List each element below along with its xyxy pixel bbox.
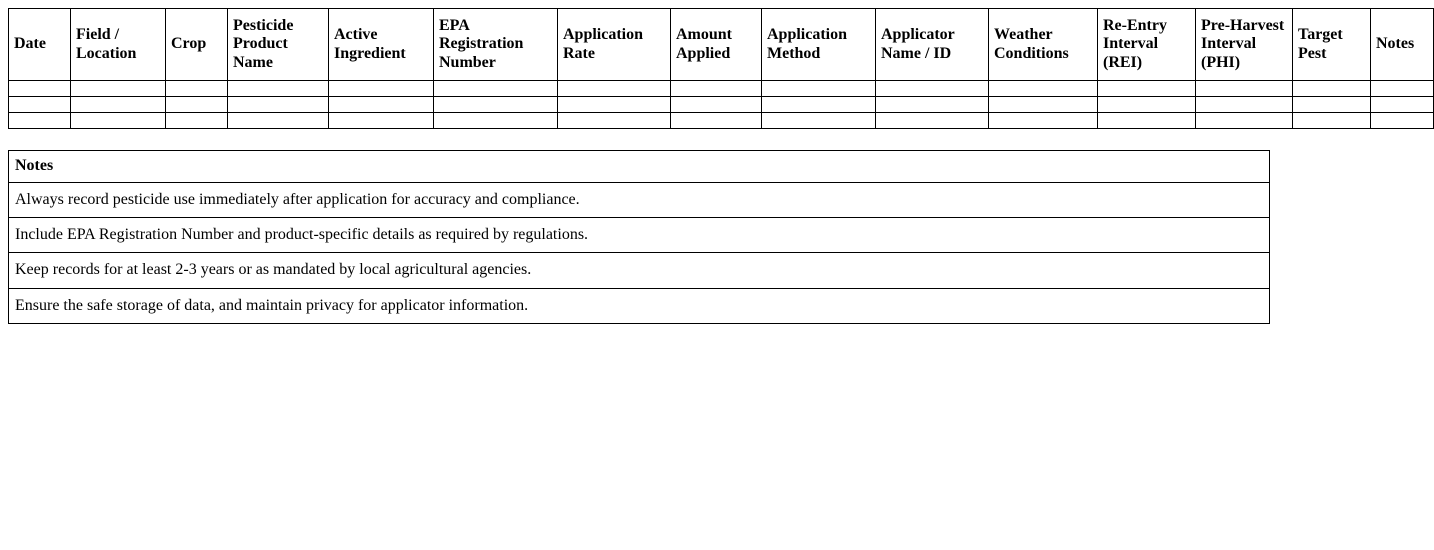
record-empty-cell-field-location: [71, 81, 166, 97]
column-header-application-method: Application Method: [762, 9, 876, 81]
column-header-crop: Crop: [166, 9, 228, 81]
record-empty-cell-target-pest: [1293, 81, 1371, 97]
notes-row-text: Ensure the safe storage of data, and maintain privacy for applicator information.: [9, 288, 1270, 323]
notes-table-body: [9, 182, 1270, 324]
column-header-target-pest: Target Pest: [1293, 9, 1371, 81]
pesticide-record-table: [8, 8, 1434, 129]
record-empty-row: [9, 113, 1434, 129]
notes-row: [9, 288, 1270, 323]
record-empty-cell-application-rate: [558, 113, 671, 129]
record-empty-cell-weather-conditions: [989, 113, 1098, 129]
column-header-pre-harvest-interval-phi: Pre-Harvest Interval (PHI): [1196, 9, 1293, 81]
notes-table: [8, 150, 1270, 324]
record-empty-cell-pesticide-product-name: [228, 81, 329, 97]
record-empty-cell-field-location: [71, 97, 166, 113]
record-empty-cell-date: [9, 113, 71, 129]
record-empty-cell-application-method: [762, 97, 876, 113]
notes-row: [9, 253, 1270, 288]
column-header-field-location: Field / Location: [71, 9, 166, 81]
record-empty-cell-re-entry-interval-rei: [1098, 113, 1196, 129]
notes-row-text: Keep records for at least 2-3 years or as mandated by local agricultural agencies.: [9, 253, 1270, 288]
record-empty-cell-amount-applied: [671, 81, 762, 97]
record-empty-cell-application-method: [762, 113, 876, 129]
record-table-head: [9, 9, 1434, 81]
record-empty-cell-crop: [166, 113, 228, 129]
notes-row-text: Always record pesticide use immediately after application for accuracy and compliance.: [9, 182, 1270, 217]
notes-row-text: Include EPA Registration Number and product-specific details as required by regulations.: [9, 217, 1270, 252]
column-header-applicator-name-id: Applicator Name / ID: [876, 9, 989, 81]
pesticide-record-document: [8, 8, 1415, 324]
record-empty-cell-date: [9, 81, 71, 97]
record-empty-cell-application-method: [762, 81, 876, 97]
record-empty-cell-weather-conditions: [989, 97, 1098, 113]
record-empty-cell-epa-registration-number: [434, 113, 558, 129]
notes-header-cell: Notes: [9, 151, 1270, 182]
record-empty-cell-active-ingredient: [329, 97, 434, 113]
column-header-re-entry-interval-rei: Re-Entry Interval (REI): [1098, 9, 1196, 81]
record-empty-cell-applicator-name-id: [876, 81, 989, 97]
notes-header-row: [9, 151, 1270, 182]
record-empty-cell-active-ingredient: [329, 81, 434, 97]
column-header-amount-applied: Amount Applied: [671, 9, 762, 81]
column-header-date: Date: [9, 9, 71, 81]
record-empty-cell-field-location: [71, 113, 166, 129]
record-empty-cell-crop: [166, 81, 228, 97]
record-empty-cell-pre-harvest-interval-phi: [1196, 81, 1293, 97]
record-empty-cell-application-rate: [558, 97, 671, 113]
column-header-application-rate: Application Rate: [558, 9, 671, 81]
record-empty-cell-crop: [166, 97, 228, 113]
record-empty-cell-pre-harvest-interval-phi: [1196, 113, 1293, 129]
record-empty-cell-amount-applied: [671, 113, 762, 129]
column-header-notes: Notes: [1371, 9, 1434, 81]
record-empty-cell-epa-registration-number: [434, 97, 558, 113]
record-empty-cell-pesticide-product-name: [228, 97, 329, 113]
column-header-weather-conditions: Weather Conditions: [989, 9, 1098, 81]
column-header-epa-registration-number: EPA Registration Number: [434, 9, 558, 81]
notes-row: [9, 182, 1270, 217]
record-empty-cell-re-entry-interval-rei: [1098, 97, 1196, 113]
record-empty-cell-target-pest: [1293, 113, 1371, 129]
record-table-body: [9, 81, 1434, 129]
column-header-pesticide-product-name: Pesticide Product Name: [228, 9, 329, 81]
record-header-row: [9, 9, 1434, 81]
record-empty-cell-weather-conditions: [989, 81, 1098, 97]
record-empty-row: [9, 97, 1434, 113]
record-empty-cell-re-entry-interval-rei: [1098, 81, 1196, 97]
record-empty-cell-active-ingredient: [329, 113, 434, 129]
record-empty-cell-notes: [1371, 113, 1434, 129]
record-empty-row: [9, 81, 1434, 97]
notes-row: [9, 217, 1270, 252]
record-empty-cell-target-pest: [1293, 97, 1371, 113]
record-empty-cell-applicator-name-id: [876, 113, 989, 129]
record-empty-cell-application-rate: [558, 81, 671, 97]
notes-table-head: [9, 151, 1270, 182]
column-header-active-ingredient: Active Ingredient: [329, 9, 434, 81]
record-empty-cell-pre-harvest-interval-phi: [1196, 97, 1293, 113]
record-empty-cell-epa-registration-number: [434, 81, 558, 97]
record-empty-cell-pesticide-product-name: [228, 113, 329, 129]
record-empty-cell-notes: [1371, 97, 1434, 113]
record-empty-cell-date: [9, 97, 71, 113]
record-empty-cell-notes: [1371, 81, 1434, 97]
record-empty-cell-amount-applied: [671, 97, 762, 113]
record-empty-cell-applicator-name-id: [876, 97, 989, 113]
